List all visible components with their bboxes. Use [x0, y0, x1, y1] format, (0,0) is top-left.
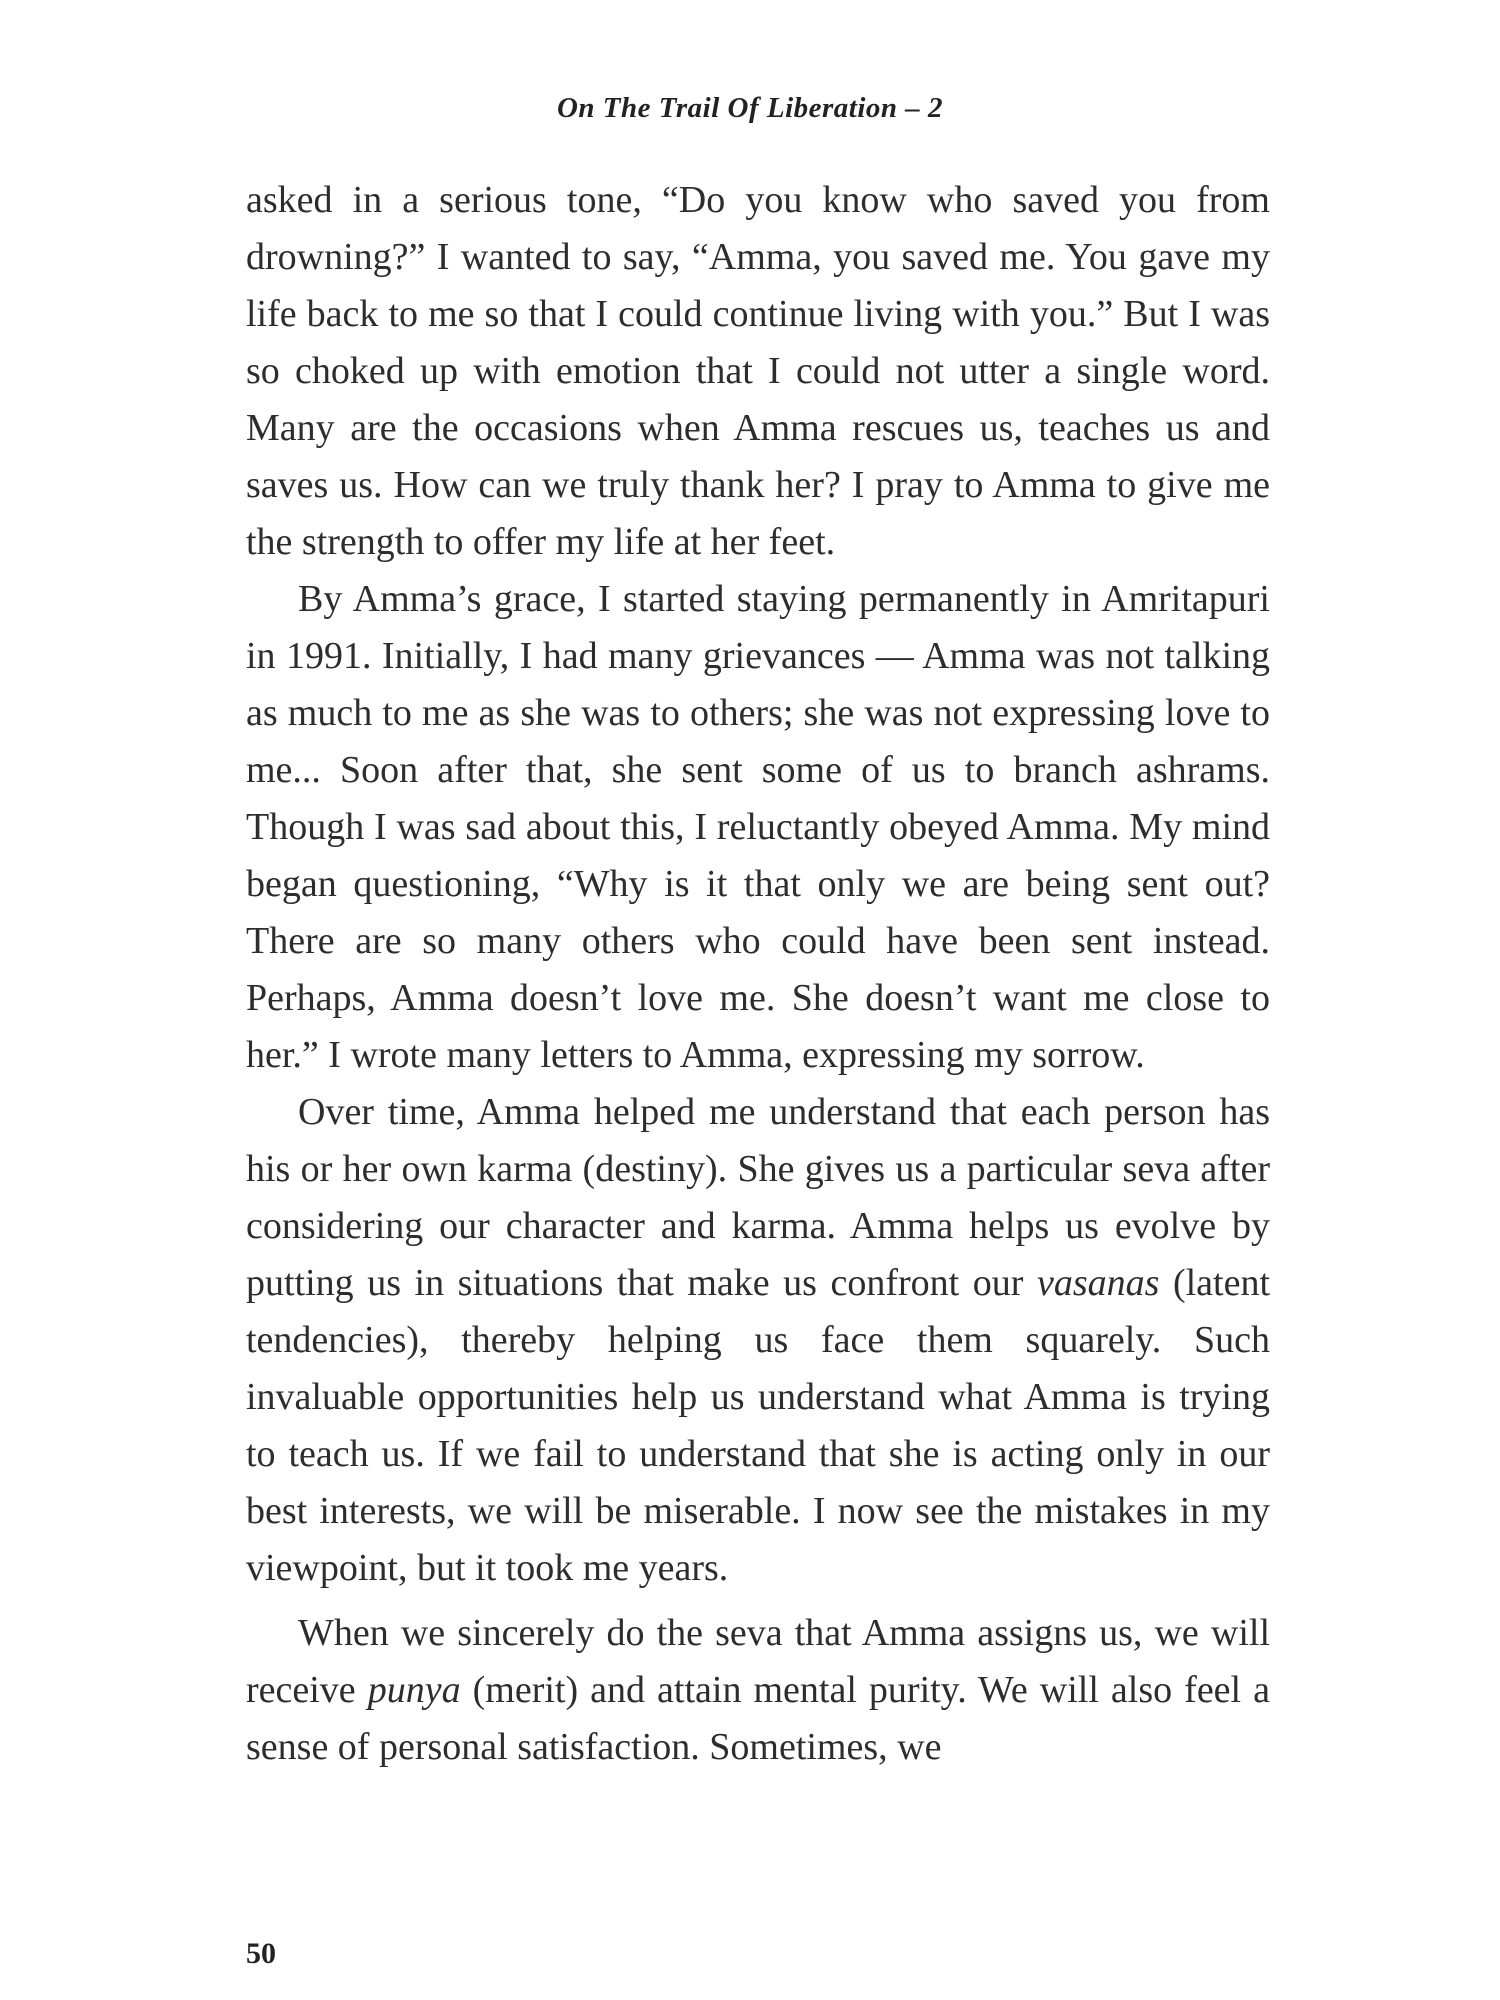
term-punya: punya: [367, 1669, 461, 1711]
paragraph-3-text-b: (latent tendencies), thereby helping us face them squarely. Such invaluable opportunities help us understand what Amma is trying to teach us. If we fail to understand that she is acting only in our best interests, we will be miserable. I now see the mistakes in my viewpoint, but it took me years.: [246, 1262, 1271, 1589]
paragraph-4: [246, 1605, 1270, 1776]
paragraph-4-text-a: When we sincerely do the seva that Amma assigns us, we will receive: [246, 1612, 1270, 1711]
paragraph-3-text-a: Over time, Amma helped me understand that each person has his or her own karma (destiny). She gives us a particular seva after considering our character and karma. Amma helps us evolve by putting us in situations that make us confront our: [246, 1091, 1270, 1304]
paragraph-2: By Amma’s grace, I started staying permanently in Amritapuri in 1991. Initially, I had many grievances — Amma was not talking as much to me as she was to others; she was not expressing love to me... Soon after that, she sent some of us to branch ashrams. Though I was sad about this, I reluctantly obeyed Amma. My mind began questioning, “Why is it that only we are being sent out? There are so many others who could have been sent instead. Perhaps, Amma doesn’t love me. She doesn’t want me close to her.” I wrote many letters to Amma, expressing my sorrow.: [246, 578, 1270, 1076]
body-text: [246, 172, 1270, 1776]
page-number: 50: [246, 1937, 276, 1970]
paragraph-4-text-b: (merit) and attain mental purity. We will also feel a sense of personal satisfaction. Sometimes, we: [246, 1669, 1270, 1768]
paragraph-3: [246, 1084, 1270, 1597]
paragraph-1: asked in a serious tone, “Do you know who saved you from drowning?” I wanted to say, “Amma, you saved me. You gave my life back to me so that I could continue living with you.” But I was so choked up with emotion that I could not utter a single word. Many are the occasions when Amma rescues us, teaches us and saves us. How can we truly thank her? I pray to Amma to give me the strength to offer my life at her feet.: [246, 179, 1270, 563]
term-vasanas: vasanas: [1036, 1262, 1160, 1304]
running-head: On The Trail Of Liberation – 2: [556, 92, 944, 124]
